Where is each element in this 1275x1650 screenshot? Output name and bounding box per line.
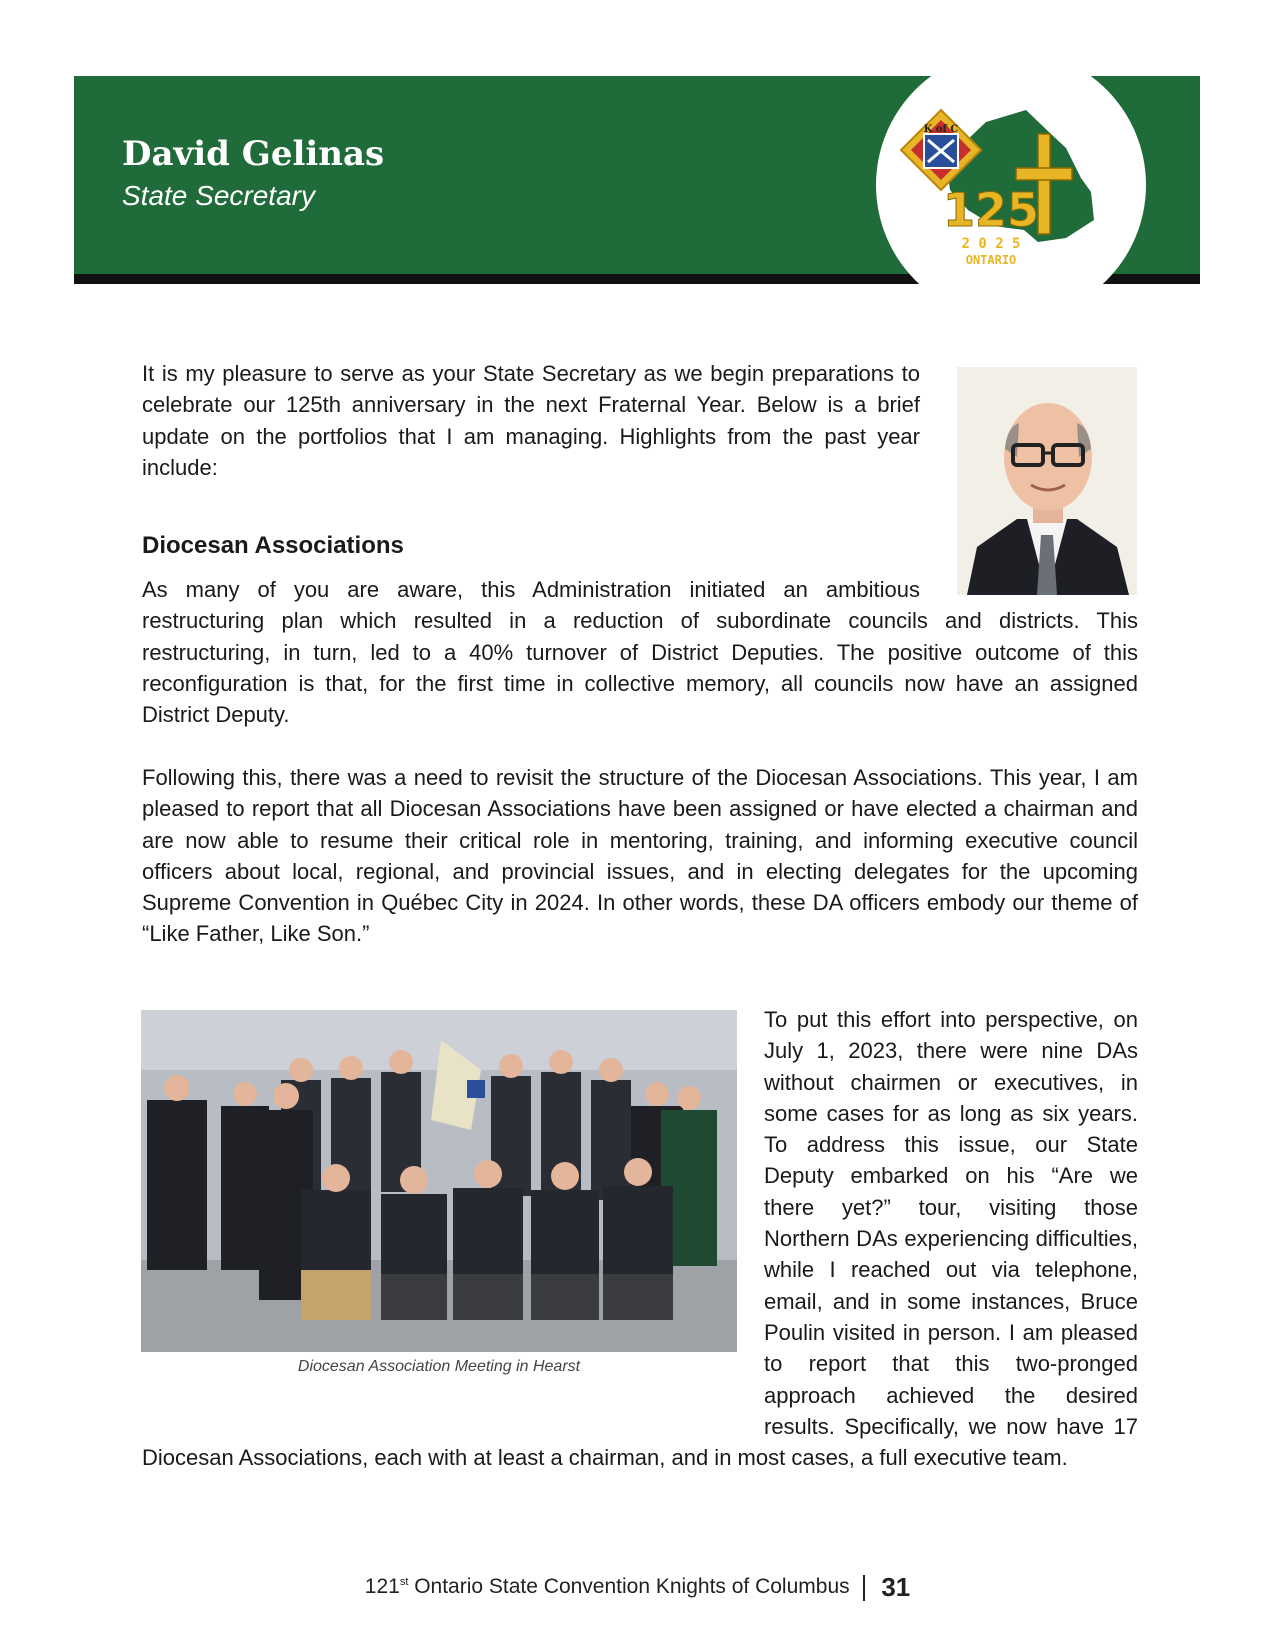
diocesan-paragraph-3-text: To put this effort into perspective, on July 1, 2023, there were nine DAs without chairmen or executives, in some cases for as long as six years. To address this issue, our State Deputy embarked on his “Are we there yet?” tour, visiting those Northern DAs experiencing difficulties, while I reached out via telephone, email, and in some instances, Bruce Poulin visited in person. I am pleased to report that this two-pronged approach achieved the desired results. Specifically, we now have 17 Diocesan Associations, each with at least a chairman, and in most cases, a full executive team.	[142, 1007, 1138, 1471]
kofc-125-ontario-logo	[876, 50, 1146, 320]
diocesan-paragraph-1	[142, 574, 1138, 730]
footer-ordinal: 121	[364, 1575, 400, 1599]
author-name: David Gelinas	[122, 134, 385, 174]
portrait-wrap-space	[920, 574, 1138, 594]
anniversary-number: 125	[942, 183, 1040, 237]
footer-ordinal-suffix: st	[399, 1576, 409, 1589]
footer-title: Ontario State Convention Knights of Columbus	[408, 1575, 850, 1599]
anniversary-years: 2 0 2 5	[961, 236, 1021, 252]
section-heading: Diocesan Associations	[142, 532, 404, 559]
photo-caption: Diocesan Association Meeting in Hearst	[297, 1358, 581, 1375]
diocesan-paragraph-1-text: As many of you are aware, this Administration initiated an ambitious restructuring plan which resulted in a reduction of subordinate councils and districts. This restructuring, in turn, led to a 40% turnover of District Deputies. The positive outcome of this reconfiguration is that, for the first time in collective memory, all councils now have an assigned District Deputy.	[142, 577, 1138, 728]
portrait-photo	[957, 367, 1137, 595]
page-number: 31	[881, 1572, 911, 1602]
svg-text:K of C: K of C	[923, 124, 959, 135]
diocesan-paragraph-2: Following this, there was a need to revisit the structure of the Diocesan Associations. This year, I am pleased to report that all Diocesan Associations have been assigned or have elected a chairman and are now able to resume their critical role in mentoring, training, and informing executive council officers about local, regional, and provincial issues, and in electing delegates for the upcoming Supreme Convention in Québec City in 2024. In other words, these DA officers embody our theme of “Like Father, Like Son.”	[142, 765, 1138, 947]
footer-divider	[863, 1575, 865, 1601]
group-photo	[141, 1010, 737, 1352]
region-label: ONTARIO	[965, 253, 1017, 267]
author-title: State Secretary	[122, 180, 315, 211]
intro-paragraph: It is my pleasure to serve as your State Secretary as we begin preparations to celebrate our 125th anniversary in the next Fraternal Year. Below is a brief update on the portfolios that I am managing. Highlights from the past year include:	[142, 361, 920, 480]
logo-circle	[876, 50, 1146, 320]
page-footer	[0, 1572, 1275, 1603]
